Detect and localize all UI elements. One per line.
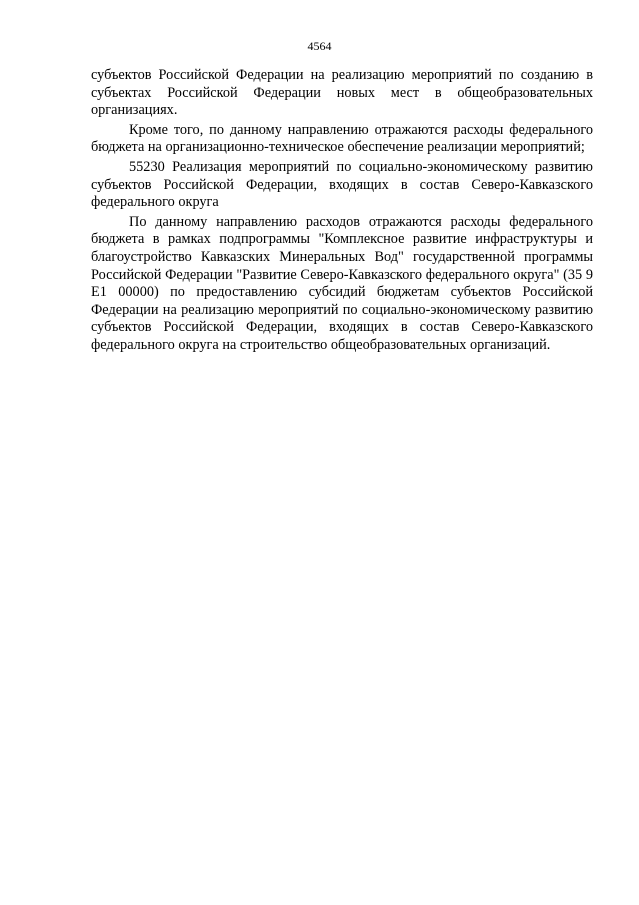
document-body [91,67,593,355]
paragraph-additional-expenses: Кроме того, по данному направлению отражаются расходы федерального бюджета на организационно-техническое обеспечение реализации мероприятий; [91,121,593,156]
paragraph-continuation: субъектов Российской Федерации на реализацию мероприятий по созданию в субъектах Российской Федерации новых мест в общеобразовательных организациях. [91,67,593,119]
paragraph-code-55230: 55230 Реализация мероприятий по социально-экономическому развитию субъектов Российской Федерации, входящих в состав Северо-Кавказского федерального округа [91,158,593,211]
paragraph-direction-description: По данному направлению расходов отражаются расходы федерального бюджета в рамках подпрограммы "Комплексное развитие инфраструктуры и благоустройство Кавказских Минеральных Вод" государственной программы Российской Федерации "Развитие Северо-Кавказского федерального округа" (35 9 Е1 00000) по предоставлению субсидий бюджетам субъектов Российской Федерации на реализацию мероприятий по социально-экономическому развитию субъектов Российской Федерации, входящих в состав Северо-Кавказского федерального округа на строительство общеобразовательных организаций. [91,213,593,353]
page-number: 4564 [307,39,332,53]
